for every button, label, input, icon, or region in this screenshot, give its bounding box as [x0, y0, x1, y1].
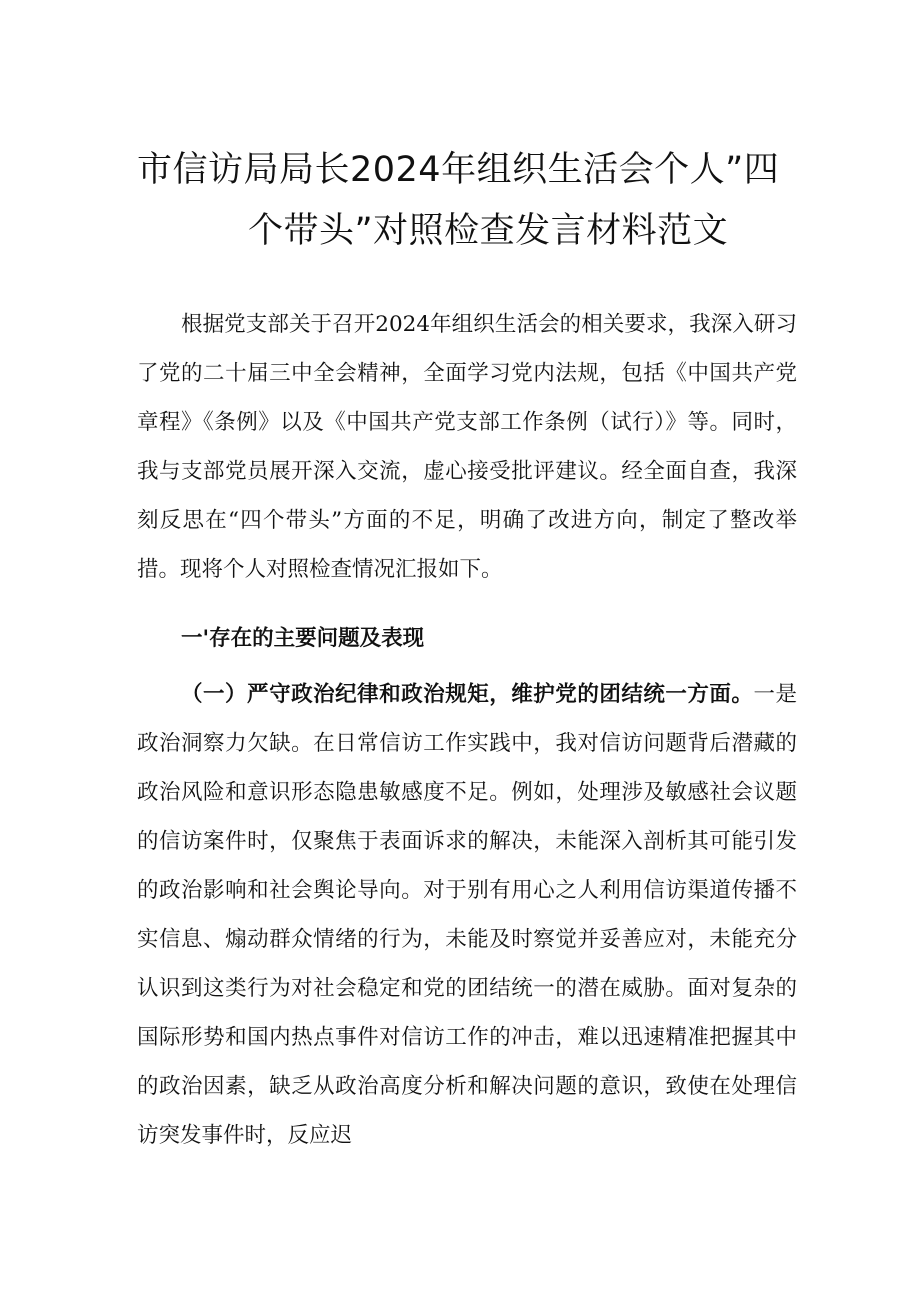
subsection-1-paragraph — [137, 670, 797, 1160]
subsection-1-body: 一是政治洞察力欠缺。在日常信访工作实践中，我对信访问题背后潜藏的政治风险和意识形态隐患敏感度不足。例如，处理涉及敏感社会议题的信访案件时，仅聚焦于表面诉求的解决，未能深入剖析其可能引发的政治影响和社会舆论导向。对于别有用心之人利用信访渠道传播不实信息、煽动群众情绪的行为，未能及时察觉并妥善应对，未能充分认识到这类行为对社会稳定和党的团结统一的潜在威胁。面对复杂的国际形势和国内热点事件对信访工作的冲击，难以迅速精准把握其中的政治因素，缺乏从政治高度分析和解决问题的意识，致使在处理信访突发事件时，反应迟 — [137, 682, 797, 1148]
document-title-line-1: 市信访局局长2024年组织生活会个人”四 — [137, 150, 780, 190]
subsection-1-title: （一）严守政治纪律和政治规矩，维护党的团结统一方面。 — [181, 682, 754, 707]
intro-paragraph: 根据党支部关于召开2024年组织生活会的相关要求，我深入研习了党的二十届三中全会精神，全面学习党内法规，包括《中国共产党章程》《条例》以及《中国共产党支部工作条例（试行）》等。同时，我与支部党员展开深入交流，虚心接受批评建议。经全面自查，我深刻反思在“四个带头”方面的不足，明确了改进方向，制定了整改举措。现将个人对照检查情况汇报如下。 — [137, 312, 797, 582]
document-title-line-2: 个带头”对照检查发言材料范文 — [248, 211, 729, 251]
section-heading-1: 一'存在的主要问题及表现 — [181, 626, 425, 651]
